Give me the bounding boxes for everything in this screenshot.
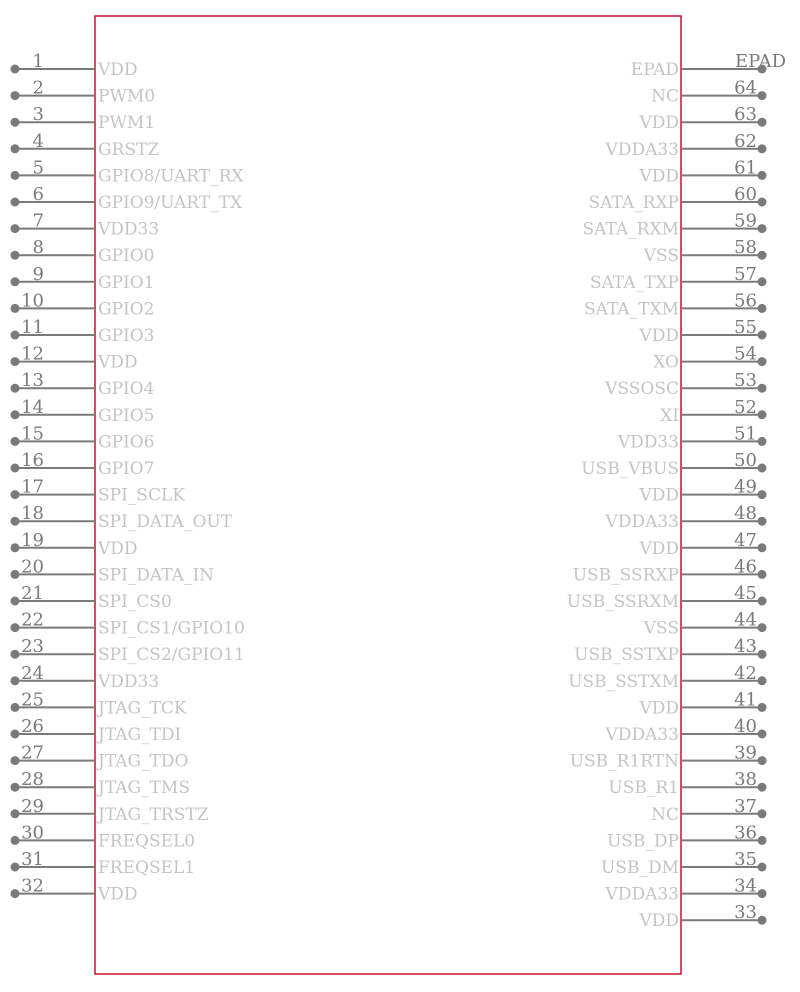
pin-endpoint [11, 331, 20, 340]
left-pin [11, 131, 160, 160]
pin-number: 44 [734, 609, 757, 631]
pin-number: 35 [734, 849, 757, 870]
right-pin [638, 477, 766, 506]
pin-label: SPI_DATA_IN [98, 565, 215, 586]
right-pin-group [567, 51, 786, 931]
left-pin [11, 290, 155, 319]
pin-endpoint [11, 863, 20, 872]
right-pin [653, 344, 766, 373]
pin-label: GPIO7 [98, 459, 155, 479]
pin-label: GPIO1 [98, 272, 155, 293]
pin-endpoint [11, 809, 20, 818]
pin-number: 6 [32, 184, 44, 205]
right-pin [574, 636, 766, 665]
left-pin [11, 184, 243, 213]
pin-endpoint [758, 304, 767, 313]
left-pin [11, 796, 209, 825]
pin-endpoint [11, 889, 20, 898]
left-pin [11, 876, 138, 905]
left-pin [11, 370, 155, 399]
pin-endpoint [758, 809, 767, 818]
pin-number: 53 [734, 370, 757, 392]
left-pin [11, 769, 190, 798]
pin-label: VDD [98, 884, 138, 905]
pin-endpoint [11, 410, 20, 419]
pin-endpoint [11, 490, 20, 499]
pin-number: 43 [734, 636, 757, 658]
pin-endpoint [758, 384, 767, 393]
right-pin [605, 716, 767, 745]
pin-number: 42 [734, 662, 757, 684]
pin-number: 16 [21, 450, 44, 471]
pin-number: 14 [21, 396, 44, 418]
pin-number: 36 [734, 822, 757, 844]
pin-number: 23 [21, 636, 44, 658]
pin-endpoint [11, 783, 20, 792]
left-pin [11, 78, 156, 107]
pin-number: 30 [21, 822, 44, 844]
left-pin [11, 503, 233, 532]
pin-number: 49 [734, 476, 757, 498]
pin-endpoint [11, 198, 20, 207]
pin-endpoint [758, 198, 767, 207]
left-pin [11, 237, 155, 266]
pin-endpoint [11, 464, 20, 473]
pin-label: VDD [639, 538, 679, 559]
pin-label: VDD33 [98, 671, 160, 692]
pin-number: 11 [21, 317, 44, 338]
pin-number: 8 [32, 237, 44, 259]
left-pin-group [11, 51, 245, 905]
pin-endpoint [11, 517, 20, 526]
pin-number: 48 [734, 503, 757, 525]
pin-endpoint [758, 623, 767, 632]
pin-endpoint [11, 650, 20, 659]
pin-number: 64 [734, 77, 757, 99]
pin-number: 61 [734, 157, 757, 179]
pin-endpoint [758, 676, 767, 685]
pin-label: VDD [639, 485, 679, 506]
pin-endpoint [11, 304, 20, 313]
pin-label: PWM1 [98, 113, 156, 134]
pin-endpoint [11, 357, 20, 366]
pin-endpoint [758, 889, 767, 898]
pin-label: SATA_TXM [583, 299, 679, 320]
pin-endpoint [11, 144, 20, 153]
pin-endpoint [11, 703, 20, 712]
pin-endpoint [758, 464, 767, 473]
pin-number: 63 [734, 104, 757, 126]
pin-endpoint [11, 384, 20, 393]
pin-label: VDD [639, 698, 679, 719]
pin-label: USB_R1 [608, 778, 679, 799]
right-pin [570, 743, 767, 772]
pin-endpoint [758, 703, 767, 712]
pin-endpoint [11, 676, 20, 685]
pin-number: 5 [32, 157, 44, 179]
pin-number: 45 [734, 583, 757, 604]
left-pin [11, 689, 187, 718]
pin-endpoint [11, 730, 20, 739]
right-pin [590, 264, 767, 293]
pin-endpoint [758, 650, 767, 659]
pin-label: VDD [98, 352, 138, 373]
pin-label: SATA_TXP [589, 272, 679, 293]
left-pin [11, 344, 138, 373]
pin-label: VDD [639, 166, 679, 187]
pin-label: EPAD [630, 60, 679, 80]
pin-label: GPIO5 [98, 405, 155, 426]
pin-endpoint [11, 277, 20, 286]
pin-endpoint [758, 91, 767, 100]
right-pin [583, 211, 767, 240]
pin-endpoint [11, 118, 20, 127]
left-pin [11, 716, 182, 745]
pin-label: GPIO4 [98, 379, 155, 400]
right-pin [631, 51, 786, 80]
right-pin [638, 104, 766, 133]
right-pin [660, 397, 766, 426]
pin-label: USB_SSRXP [572, 565, 679, 586]
pin-number: 59 [734, 210, 757, 232]
pin-label: USB_R1RTN [569, 751, 679, 772]
right-pin [643, 237, 767, 266]
right-pin [581, 450, 766, 479]
pin-endpoint [11, 543, 20, 552]
left-pin [11, 849, 196, 878]
pin-number: 32 [21, 875, 44, 897]
pin-number: 12 [21, 343, 44, 365]
pin-number: 15 [21, 423, 44, 445]
pin-endpoint [758, 517, 767, 526]
left-pin [11, 264, 155, 293]
left-pin [11, 583, 172, 612]
pin-number: 33 [734, 902, 757, 924]
pin-number: 1 [32, 51, 44, 72]
right-pin [567, 583, 767, 612]
right-pin [608, 769, 766, 798]
pin-number: 25 [21, 689, 44, 711]
right-pin [638, 317, 766, 346]
right-pin [651, 796, 766, 825]
pin-label: FREQSEL1 [98, 858, 196, 878]
right-pin [605, 503, 767, 532]
pin-number: 7 [32, 210, 44, 232]
pin-number: 37 [734, 795, 757, 817]
pin-endpoint [11, 597, 20, 606]
pin-number: 28 [21, 769, 44, 791]
pin-endpoint [11, 224, 20, 233]
pin-label: GPIO6 [98, 432, 155, 453]
pin-label: VDDA33 [605, 512, 679, 533]
pin-label: JTAG_TCK [98, 698, 187, 719]
pin-number: 26 [21, 716, 44, 737]
pin-number: 60 [734, 184, 757, 205]
pin-number: 54 [734, 343, 757, 365]
pin-number: 29 [21, 795, 44, 817]
pin-number: 19 [21, 529, 44, 551]
pin-endpoint [11, 171, 20, 180]
pin-endpoint [758, 756, 767, 765]
pin-endpoint [758, 836, 767, 845]
pin-label: USB_DM [600, 858, 679, 878]
pin-endpoint [758, 251, 767, 260]
pin-label: VDD [639, 113, 679, 134]
pin-label: VDD [98, 60, 138, 80]
pin-endpoint [11, 437, 20, 446]
pin-endpoint [11, 251, 20, 260]
pin-endpoint [758, 570, 767, 579]
pin-endpoint [758, 437, 767, 446]
pin-label: JTAG_TRSTZ [98, 804, 209, 825]
left-pin [11, 104, 156, 133]
pin-number: 34 [734, 875, 757, 897]
pin-label: USB_SSTXP [574, 645, 679, 666]
pin-label: VSS [643, 246, 679, 267]
left-pin [11, 423, 155, 452]
pin-number: 21 [21, 583, 44, 604]
left-pin [11, 530, 138, 559]
pin-number: 2 [32, 77, 44, 99]
pin-endpoint [758, 357, 767, 366]
pin-label: USB_DP [606, 831, 679, 852]
pin-endpoint [758, 783, 767, 792]
pin-label: USB_SSRXM [566, 592, 679, 612]
left-pin [11, 636, 245, 665]
pin-number: 47 [734, 529, 757, 551]
pin-endpoint [758, 118, 767, 127]
left-pin [11, 157, 245, 186]
pin-label: VDDA33 [605, 139, 679, 160]
pin-number: 40 [734, 716, 757, 737]
pin-endpoint [758, 730, 767, 739]
pin-label: XO [653, 352, 679, 373]
pin-endpoint [11, 756, 20, 765]
right-pin [643, 610, 767, 639]
pin-number: 51 [734, 423, 757, 445]
pin-endpoint [758, 863, 767, 872]
pin-label: SPI_CS2/GPIO11 [98, 645, 245, 666]
pin-endpoint [11, 91, 20, 100]
pin-number: 58 [734, 237, 757, 259]
pin-label: VDDA33 [605, 725, 679, 745]
right-pin [568, 663, 766, 692]
pin-number: 39 [734, 742, 757, 764]
pin-label: PWM0 [98, 86, 156, 107]
pin-label: JTAG_TDI [98, 725, 182, 745]
pin-number: 31 [21, 849, 44, 870]
pin-endpoint [758, 490, 767, 499]
pin-number: 3 [32, 104, 44, 126]
pin-number: 22 [21, 609, 44, 631]
pin-label: VDD [639, 326, 679, 346]
pin-endpoint [758, 171, 767, 180]
pin-label: VDD33 [617, 432, 679, 453]
pin-endpoint [758, 597, 767, 606]
left-pin [11, 663, 160, 692]
left-pin [11, 822, 196, 851]
pin-number: 20 [21, 556, 44, 578]
pin-label: GPIO0 [98, 246, 155, 267]
pin-number: 56 [734, 290, 757, 312]
pin-label: VDD [98, 538, 138, 559]
pin-label: VSSOSC [605, 379, 679, 400]
left-pin [11, 51, 138, 80]
left-pin [11, 477, 186, 506]
pin-label: GPIO2 [98, 299, 155, 320]
pin-label: USB_SSTXM [568, 671, 679, 692]
pin-number: 24 [21, 662, 44, 684]
left-pin [11, 317, 155, 346]
pin-endpoint [11, 623, 20, 632]
left-pin [11, 610, 245, 639]
pin-number: 55 [734, 317, 757, 338]
pin-number: 9 [32, 263, 44, 285]
pin-number: 50 [734, 450, 757, 471]
right-pin [638, 157, 766, 186]
pin-endpoint [758, 916, 767, 925]
pin-number: 38 [734, 769, 757, 791]
pin-label: XI [660, 405, 679, 426]
left-pin [11, 450, 155, 479]
right-pin [607, 822, 767, 851]
pin-label: SATA_RXM [582, 219, 679, 240]
pin-number: 4 [32, 130, 44, 152]
pin-label: SPI_CS1/GPIO10 [98, 618, 245, 639]
right-pin [651, 78, 766, 107]
pin-endpoint [758, 331, 767, 340]
pin-number: 46 [734, 556, 757, 578]
right-pin [588, 184, 766, 213]
pin-endpoint [758, 410, 767, 419]
pin-label: NC [651, 86, 679, 107]
pin-number: 10 [21, 290, 44, 312]
right-pin [573, 556, 767, 585]
pin-number: 52 [734, 396, 757, 418]
pin-number: 62 [734, 130, 757, 152]
left-pin [11, 211, 160, 240]
pin-endpoint [11, 570, 20, 579]
pin-label: GRSTZ [98, 139, 160, 160]
pin-label: GPIO9/UART_TX [98, 193, 243, 213]
pin-label: VDD33 [98, 219, 160, 240]
pin-label: JTAG_TMS [98, 778, 190, 799]
pin-label: SPI_DATA_OUT [98, 512, 233, 533]
right-pin [617, 423, 767, 452]
left-pin [11, 556, 215, 585]
pin-number: 17 [21, 476, 44, 498]
pin-number: EPAD [735, 51, 787, 72]
pin-endpoint [11, 836, 20, 845]
pin-number: 13 [21, 370, 44, 392]
pin-endpoint [11, 65, 20, 74]
pin-label: SATA_RXP [588, 193, 679, 213]
right-pin [638, 689, 766, 718]
pin-number: 18 [21, 503, 44, 525]
left-pin [11, 743, 189, 772]
pin-label: FREQSEL0 [98, 831, 196, 852]
pin-label: USB_VBUS [581, 459, 679, 479]
right-pin [605, 131, 767, 160]
pin-label: SPI_SCLK [98, 485, 185, 506]
pin-label: VDD [639, 911, 679, 932]
pin-endpoint [758, 224, 767, 233]
pin-label: GPIO8/UART_RX [98, 166, 244, 187]
pin-number: 41 [734, 689, 757, 711]
pin-endpoint [758, 144, 767, 153]
pin-number: 27 [21, 742, 44, 764]
pin-label: GPIO3 [98, 326, 155, 346]
right-pin [584, 290, 767, 319]
pin-label: SPI_CS0 [98, 592, 172, 612]
left-pin [11, 397, 155, 426]
right-pin [638, 902, 766, 931]
right-pin [601, 849, 767, 878]
right-pin [605, 876, 767, 905]
right-pin [638, 530, 766, 559]
pin-label: VDDA33 [605, 884, 679, 905]
pin-label: NC [651, 804, 679, 825]
pin-endpoint [758, 277, 767, 286]
pin-label: VSS [643, 618, 679, 639]
pin-number: 57 [734, 263, 757, 285]
right-pin [604, 370, 766, 399]
pin-endpoint [758, 543, 767, 552]
pin-label: JTAG_TDO [98, 751, 189, 772]
